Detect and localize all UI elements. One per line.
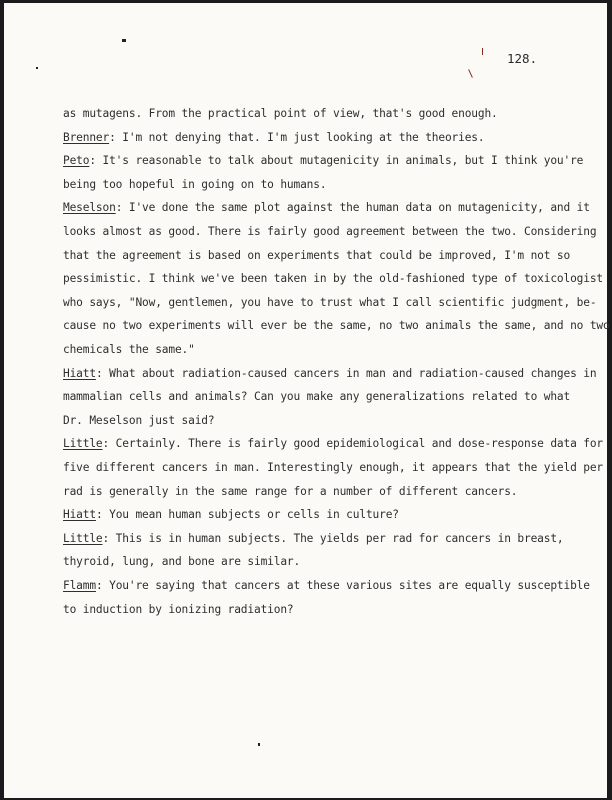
stray-mark bbox=[258, 743, 260, 746]
speaker-name: Hiatt bbox=[63, 366, 96, 380]
speaker-name: Peto bbox=[63, 154, 90, 168]
line-text: looks almost as good. There is fairly good agreement between the two. Considering bbox=[63, 225, 597, 238]
transcript-line bbox=[63, 249, 570, 262]
document-page bbox=[4, 3, 610, 798]
stray-mark bbox=[36, 67, 38, 69]
line-text: mammalian cells and animals? Can you make any generalizations related to what bbox=[63, 390, 571, 404]
line-text: : What about radiation-caused cancers in man and radiation-caused changes in bbox=[95, 366, 597, 380]
line-text: : This is in human subjects. The yields per rad for cancers in breast, bbox=[102, 531, 564, 545]
transcript-line bbox=[63, 343, 195, 356]
speaker-line bbox=[63, 201, 590, 214]
transcript-line bbox=[63, 319, 610, 332]
speaker-name: Little bbox=[63, 437, 103, 451]
line-text: chemicals the same." bbox=[63, 343, 195, 356]
line-text: being too hopeful in going on to humans. bbox=[63, 177, 327, 191]
transcript-line bbox=[63, 225, 596, 238]
page-number: 128. bbox=[507, 51, 538, 66]
speaker-line bbox=[63, 437, 603, 450]
line-text: cause no two experiments will ever be the same, no two animals the same, and no two bbox=[63, 319, 610, 333]
margin-tick bbox=[482, 48, 483, 55]
speaker-name: Little bbox=[63, 531, 103, 545]
line-text: pessimistic. I think we've been taken in by the old-fashioned type of toxicologist bbox=[63, 272, 604, 286]
line-text: who says, "Now, gentlemen, you have to trust what I call scientific judgment, be- bbox=[63, 295, 597, 309]
transcript-line bbox=[63, 107, 498, 120]
line-text: five different cancers in man. Interestingly enough, it appears that the yield per bbox=[63, 461, 604, 474]
stray-mark bbox=[122, 39, 126, 42]
transcript-line bbox=[63, 390, 570, 403]
speaker-name: Meselson bbox=[63, 201, 116, 215]
transcript-line bbox=[63, 485, 517, 498]
speaker-line bbox=[63, 532, 564, 545]
speaker-name: Brenner bbox=[63, 130, 110, 144]
line-text: that the agreement is based on experiments that could be improved, I'm not so bbox=[63, 248, 571, 262]
transcript-line bbox=[63, 461, 603, 474]
line-text: as mutagens. From the practical point of view, that's good enough. bbox=[63, 107, 498, 120]
transcript-line bbox=[63, 603, 294, 616]
line-text: Dr. Meselson just said? bbox=[63, 413, 215, 427]
transcript-line bbox=[63, 296, 596, 309]
speaker-line bbox=[63, 131, 484, 144]
speaker-line bbox=[63, 154, 583, 167]
line-text: : It's reasonable to talk about mutagenicity in animals, but I think you're bbox=[89, 154, 584, 168]
line-text: to induction by ionizing radiation? bbox=[63, 602, 294, 616]
speaker-name: Flamm bbox=[63, 579, 96, 592]
transcript-line bbox=[63, 178, 326, 191]
speaker-line bbox=[63, 508, 399, 521]
line-text: thyroid, lung, and bone are similar. bbox=[63, 555, 301, 569]
line-text: rad is generally in the same range for a number of different cancers. bbox=[63, 484, 518, 498]
line-text: : You mean human subjects or cells in culture? bbox=[95, 508, 399, 522]
speaker-name: Hiatt bbox=[63, 508, 96, 522]
line-text: : You're saying that cancers at these various sites are equally susceptible bbox=[95, 579, 590, 592]
transcript-line bbox=[63, 414, 214, 427]
speaker-line bbox=[63, 367, 596, 380]
transcript-line bbox=[63, 555, 300, 568]
line-text: : I've done the same plot against the human data on mutagenicity, and it bbox=[115, 201, 590, 215]
transcript-line bbox=[63, 272, 603, 285]
margin-tick bbox=[468, 69, 473, 78]
speaker-line bbox=[63, 579, 590, 592]
line-text: : I'm not denying that. I'm just looking at the theories. bbox=[109, 130, 485, 144]
line-text: : Certainly. There is fairly good epidemiological and dose-response data for bbox=[102, 437, 604, 451]
